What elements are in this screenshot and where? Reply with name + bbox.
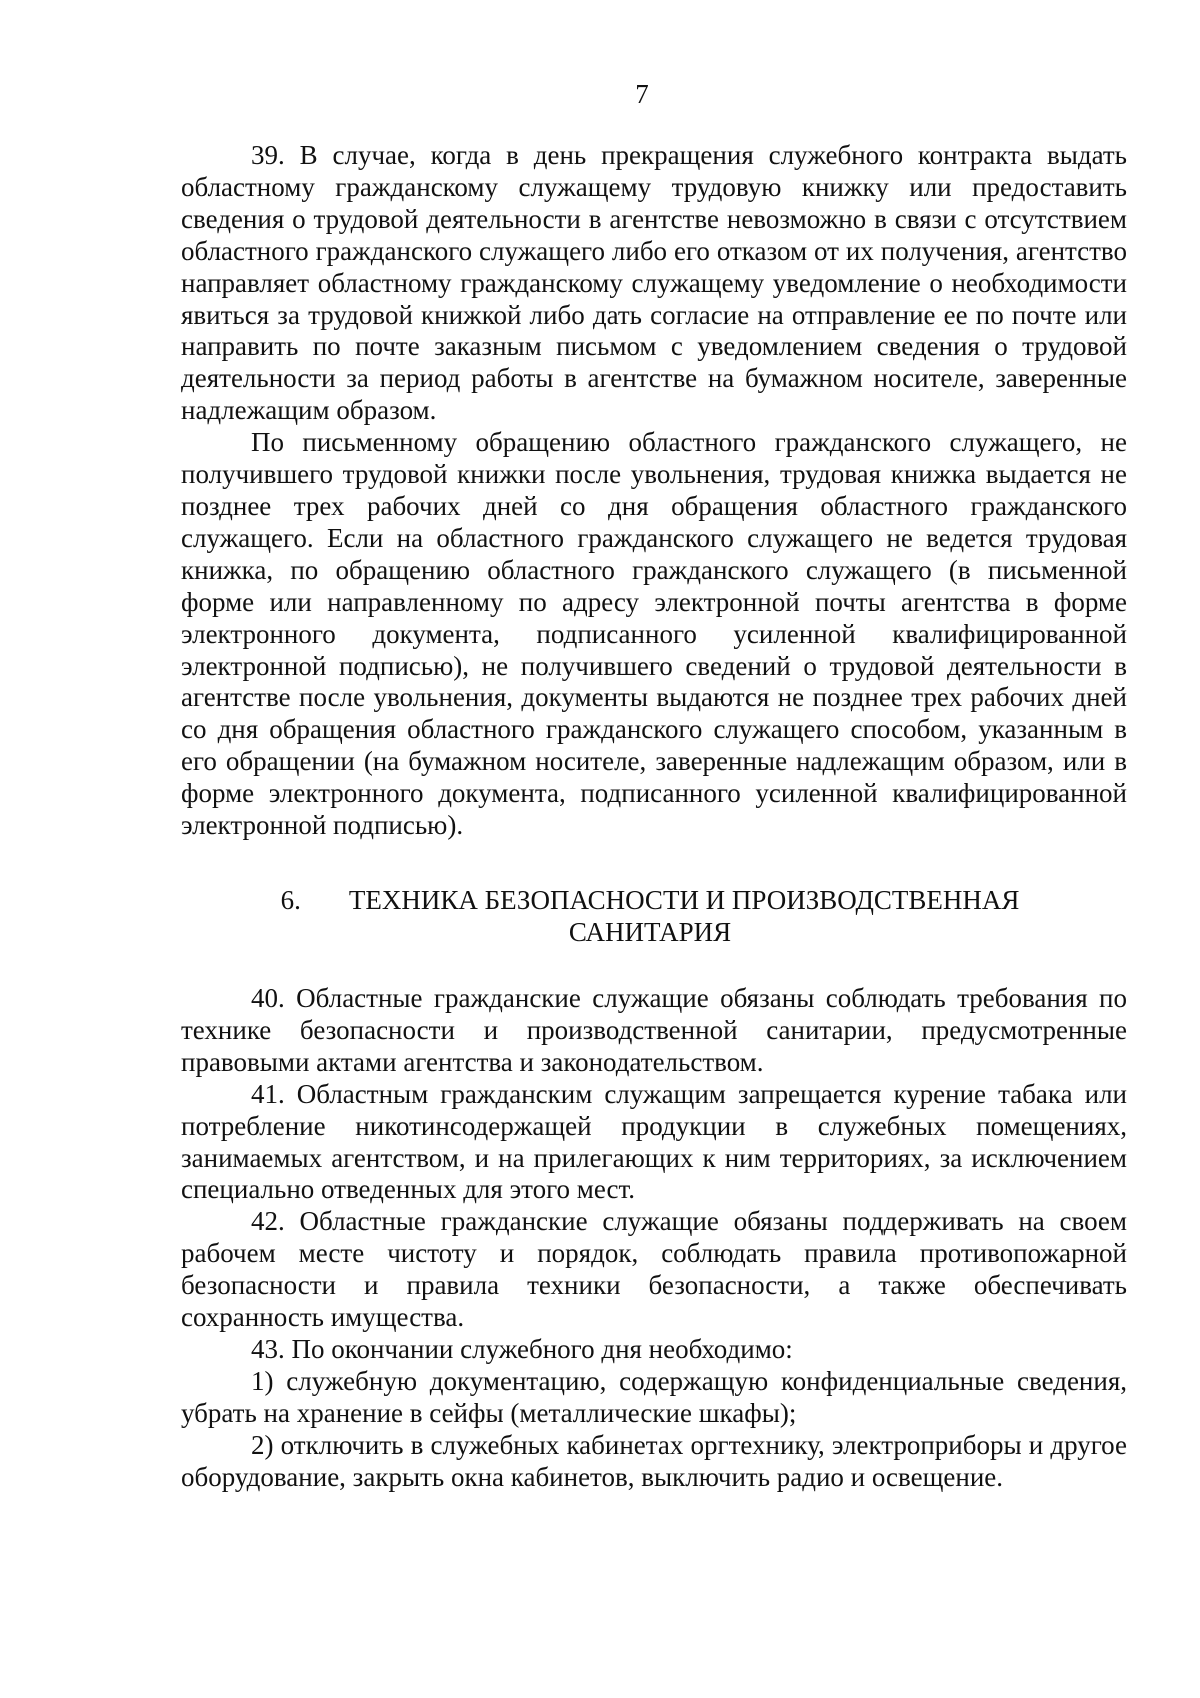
list-item-2: 2) отключить в служебных кабинетах оргтехнику, электроприборы и другое оборудование, закрыть окна кабинетов, выключить радио и освещение. bbox=[181, 1429, 1127, 1492]
bottom-text-block bbox=[181, 983, 1127, 1494]
paragraph-39: 39. В случае, когда в день прекращения служебного контракта выдать областному гражданскому служащему трудовую книжку или предоставить сведения о трудовой деятельности в агентстве невозможно в связи с отсутствием областного гражданского служащего либо его отказом от их получения, агентство направляет областному гражданскому служащему уведомление о необходимости явиться за трудовой книжкой либо дать согласие на отправление ее по почте или направить по почте заказным письмом с уведомлением сведения о трудовой деятельности за период работы в агентстве на бумажном носителе, заверенные надлежащим образом. bbox=[181, 140, 1127, 426]
section-title-line1: ТЕХНИКА БЕЗОПАСНОСТИ И ПРОИЗВОДСТВЕННАЯ bbox=[348, 885, 1020, 915]
paragraph-39-continuation: По письменному обращению областного гражданского служащего, не получившего трудовой книжки после увольнения, трудовая книжка выдается не позднее трех рабочих дней со дня обращения областного гражданского служащего. Если на областного гражданского служащего не ведется трудовая книжка, по обращению областного гражданского служащего (в письменной форме или направленному по адресу электронной почты агентства в форме электронного документа, подписанного усиленной квалифицированной электронной подписью), не получившего сведений о трудовой деятельности в агентстве после увольнения, документы выдаются не позднее трех рабочих дней со дня обращения областного гражданского служащего способом, указанным в его обращении (на бумажном носителе, заверенные надлежащим образом, или в форме электронного документа, подписанного усиленной квалифицированной электронной подписью). bbox=[181, 427, 1127, 841]
section-title-line2: САНИТАРИЯ bbox=[568, 917, 732, 947]
paragraph-40: 40. Областные гражданские служащие обязаны соблюдать требования по технике безопасности и производственной санитарии, предусмотренные правовыми актами агентства и законодательством. bbox=[181, 983, 1127, 1077]
section-heading bbox=[250, 884, 1050, 948]
paragraph-43: 43. По окончании служебного дня необходимо: bbox=[251, 1333, 793, 1364]
top-text-block bbox=[181, 140, 1127, 842]
paragraph-41: 41. Областным гражданским служащим запрещается курение табака или потребление никотинсодержащей продукции в служебных помещениях, занимаемых агентством, и на прилегающих к ним территориях, за исключением специально отведенных для этого мест. bbox=[181, 1078, 1127, 1205]
list-item-1: 1) служебную документацию, содержащую конфиденциальные сведения, убрать на хранение в сейфы (металлические шкафы); bbox=[181, 1365, 1127, 1428]
section-number: 6. bbox=[280, 885, 301, 915]
page-number: 7 bbox=[635, 79, 649, 109]
paragraph-42: 42. Областные гражданские служащие обязаны поддерживать на своем рабочем месте чистоту и порядок, соблюдать правила противопожарной безопасности и правила техники безопасности, а также обеспечивать сохранность имущества. bbox=[181, 1206, 1127, 1333]
